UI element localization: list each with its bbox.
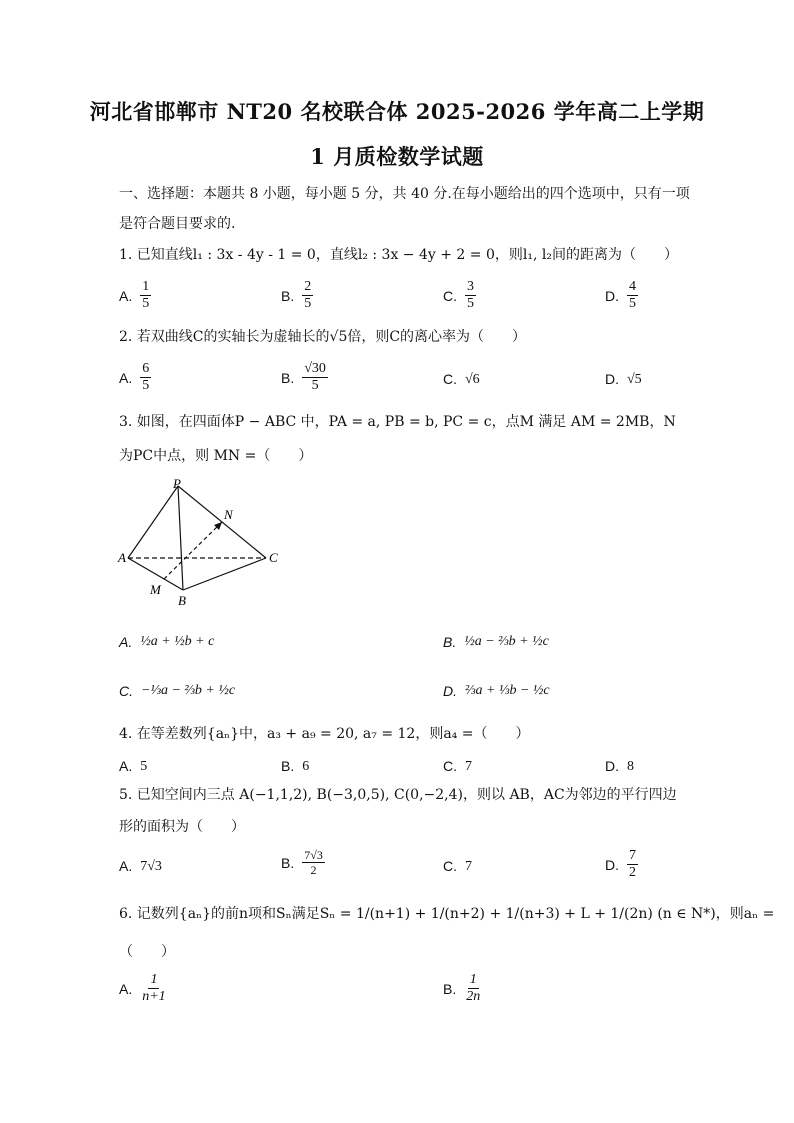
option-label: D. — [605, 758, 619, 774]
fraction-numerator: 1 — [142, 279, 150, 294]
option-value: 8 — [627, 759, 634, 774]
option-value: 6 — [302, 759, 310, 774]
option-label: A. — [119, 287, 133, 304]
fraction-numerator: 2 — [304, 279, 312, 294]
q1-option-b — [281, 279, 313, 312]
option-label: D. — [443, 683, 457, 699]
fraction-denominator: 2n — [466, 989, 481, 1004]
label-C: C — [269, 550, 278, 565]
option-label: C. — [443, 287, 457, 304]
section-instructions-line2: 是符合题目要求的. — [119, 216, 236, 232]
question-2-stem: 2. 若双曲线C的实轴长为虚轴长的√5倍，则C的离心率为（ ） — [119, 329, 527, 345]
q2-option-b — [281, 361, 328, 394]
option-value: ½a − ⅔b + ½c — [464, 634, 549, 650]
question-3-stem-line1: 3. 如图，在四面体P − ABC 中，PA = a, PB = b, PC = c，点M 满足 AM = 2MB，N — [119, 414, 676, 430]
option-label: A. — [119, 980, 133, 997]
q1-option-a — [119, 279, 151, 312]
option-value: 7 — [465, 759, 472, 774]
option-label: A. — [119, 858, 133, 874]
fraction-denominator: 5 — [304, 296, 312, 311]
q3-option-b — [443, 632, 549, 652]
q3-option-c — [119, 681, 235, 701]
option-label: B. — [443, 634, 457, 650]
fraction-denominator: 5 — [467, 296, 474, 311]
q4-option-a — [119, 756, 147, 777]
q2-option-a — [119, 361, 151, 394]
fraction-numerator: 3 — [467, 279, 474, 294]
q1-option-d — [605, 279, 638, 312]
q3-option-d — [443, 681, 550, 701]
option-label: B. — [281, 854, 295, 871]
option-label: A. — [119, 758, 133, 774]
option-label: B. — [281, 369, 295, 386]
q2-option-d — [605, 369, 642, 390]
q4-option-b — [281, 756, 309, 777]
label-M: M — [150, 582, 161, 597]
label-A: A — [118, 550, 126, 565]
option-label: D. — [605, 371, 619, 387]
q6-option-b — [443, 972, 482, 1005]
option-value: √6 — [465, 372, 480, 387]
fraction-numerator: 7 — [629, 848, 636, 863]
edge-PA — [128, 486, 178, 558]
fraction-numerator: 7√3 — [304, 848, 323, 862]
option-label: B. — [281, 758, 295, 774]
q3-option-a — [119, 632, 214, 652]
fraction-numerator: 1 — [150, 972, 158, 987]
question-5-stem-line2: 形的面积为（ ） — [119, 819, 245, 835]
question-4-stem: 4. 在等差数列{aₙ}中，a₃ + a₉ = 20, a₇ = 12，则a₄ =（ ） — [119, 726, 530, 742]
fraction-denominator: 5 — [629, 296, 636, 311]
fraction-denominator: 5 — [311, 378, 319, 393]
question-3-stem-line2: 为PC中点，则 MN =（ ） — [119, 448, 313, 464]
edge-PB — [178, 486, 183, 590]
fraction-denominator: 5 — [142, 378, 150, 393]
q4-option-d — [605, 756, 634, 777]
option-value: √5 — [627, 372, 642, 387]
q6-option-a — [119, 972, 168, 1005]
option-label: A. — [119, 369, 133, 386]
option-label: C. — [443, 858, 457, 874]
fraction-numerator: 4 — [629, 279, 636, 294]
fraction-numerator: 6 — [142, 361, 150, 376]
exam-title-line2: 1 月质检数学试题 — [310, 144, 484, 169]
fraction-numerator: 1 — [469, 972, 477, 987]
option-value: ⅔a + ⅓b − ½c — [465, 683, 550, 699]
option-value: 5 — [140, 759, 148, 774]
label-N: N — [224, 507, 233, 522]
fraction-denominator: n+1 — [142, 989, 166, 1004]
option-label: C. — [443, 758, 457, 774]
fraction-denominator: 2 — [310, 863, 317, 877]
option-value: 7 — [465, 859, 472, 874]
label-P: P — [173, 478, 181, 491]
edge-BC — [183, 558, 266, 590]
option-value: 7√3 — [140, 859, 162, 874]
option-label: C. — [119, 683, 133, 699]
option-label: D. — [605, 287, 619, 304]
question-5-stem-line1: 5. 已知空间内三点 A(−1,1,2), B(−3,0,5), C(0,−2,4)，则以 AB，AC为邻边的平行四边 — [119, 787, 677, 803]
q2-option-c — [443, 369, 480, 390]
fraction-denominator: 5 — [142, 296, 150, 311]
fraction-denominator: 2 — [629, 865, 636, 880]
q5-option-d — [605, 848, 638, 881]
option-label: B. — [281, 287, 295, 304]
question-1-stem: 1. 已知直线l₁ : 3x - 4y - 1 = 0，直线l₂ : 3x − 4y + 2 = 0，则l₁, l₂间的距离为（ ） — [119, 247, 678, 263]
q1-option-c — [443, 279, 476, 312]
q5-option-a — [119, 856, 162, 877]
question-6-stem-line1: 6. 记数列{aₙ}的前n项和Sₙ满足Sₙ = 1/(n+1) + 1/(n+2) + 1/(n+3) + L + 1/(2n) (n ∈ N*)，则aₙ = — [119, 906, 775, 922]
fraction-numerator: √30 — [304, 361, 326, 376]
option-value: ½a + ½b + c — [140, 634, 215, 650]
label-B: B — [178, 593, 186, 608]
option-value: −⅓a − ⅔b + ½c — [141, 683, 236, 699]
question-6-stem-line2: （ ） — [119, 944, 175, 960]
option-label: A. — [119, 634, 133, 650]
q5-option-b — [281, 848, 325, 877]
option-label: D. — [605, 856, 619, 873]
option-label: C. — [443, 371, 457, 387]
section-instructions-line1: 一、选择题：本题共 8 小题，每小题 5 分，共 40 分.在每小题给出的四个选项中，只有一项 — [119, 186, 690, 202]
option-label: B. — [443, 980, 457, 997]
q5-option-c — [443, 856, 472, 877]
q4-option-c — [443, 756, 472, 777]
tetrahedron-figure — [116, 478, 296, 608]
vector-MN-dashed — [164, 522, 222, 579]
exam-title-line1: 河北省邯郸市 NT20 名校联合体 2025-2026 学年高二上学期 — [89, 99, 705, 124]
